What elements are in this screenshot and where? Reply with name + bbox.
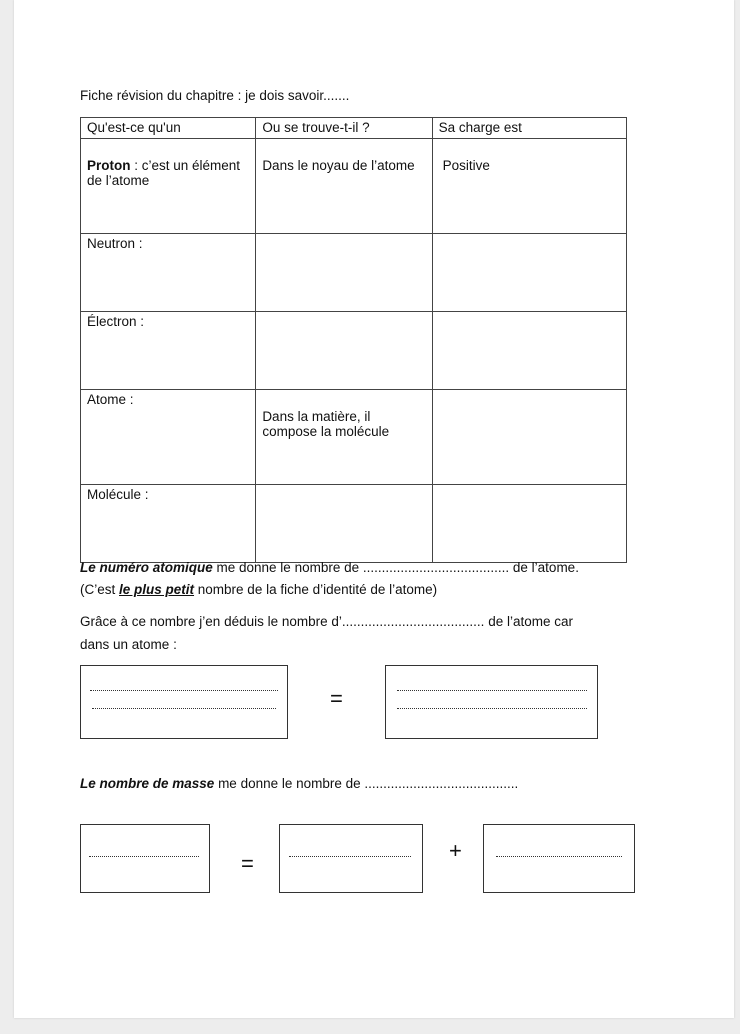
note-emphasis: le plus petit bbox=[119, 582, 195, 597]
cell-neutron-name: Neutron : bbox=[81, 234, 256, 312]
eq1-right-dotline-1 bbox=[397, 690, 587, 691]
cell-neutron-location[interactable] bbox=[256, 234, 432, 312]
header-where: Ou se trouve-t-il ? bbox=[256, 118, 432, 139]
cell-atome-charge[interactable] bbox=[432, 390, 626, 485]
cell-neutron-charge[interactable] bbox=[432, 234, 626, 312]
cell-electron-name: Électron : bbox=[81, 312, 256, 390]
page-title: Fiche révision du chapitre : je dois savoir....... bbox=[80, 88, 350, 103]
eq1-left-dotline-1 bbox=[90, 690, 278, 691]
table-header-row bbox=[81, 118, 627, 139]
eq1-right-dotline-2 bbox=[397, 708, 587, 709]
eq2-middle-dotline bbox=[289, 856, 411, 857]
cell-electron-location[interactable] bbox=[256, 312, 432, 390]
header-what: Qu'est-ce qu'un bbox=[81, 118, 256, 139]
atomic-number-line bbox=[80, 558, 680, 577]
cell-proton-name bbox=[81, 139, 256, 234]
eq2-equals-sign: = bbox=[241, 851, 254, 876]
eq1-left-dotline-2 bbox=[92, 708, 276, 709]
note-end: nombre de la fiche d’identité de l’atome) bbox=[194, 582, 438, 597]
cell-molecule-location[interactable] bbox=[256, 485, 432, 563]
eq1-right-box[interactable] bbox=[385, 665, 598, 739]
note-start: (C’est bbox=[80, 582, 120, 597]
cell-molecule-charge[interactable] bbox=[432, 485, 626, 563]
table-row-atome bbox=[81, 390, 627, 485]
proton-label: Proton bbox=[87, 158, 131, 173]
table-row-electron bbox=[81, 312, 627, 390]
eq2-left-dotline bbox=[89, 856, 199, 857]
cell-molecule-name: Molécule : bbox=[81, 485, 256, 563]
proton-desc: : c’est un élément de l’atome bbox=[87, 158, 241, 188]
table-row-neutron bbox=[81, 234, 627, 312]
eq1-left-box[interactable] bbox=[80, 665, 288, 739]
deduce-start: Grâce à ce nombre j’en déduis le nombre d’ bbox=[80, 614, 342, 629]
deduce-end: de l’atome car bbox=[484, 614, 573, 629]
eq2-right-box[interactable] bbox=[483, 824, 635, 893]
deduce-line bbox=[80, 612, 680, 631]
smallest-number-note bbox=[80, 580, 680, 599]
worksheet-page bbox=[14, 0, 734, 1018]
table-row-molecule bbox=[81, 485, 627, 563]
eq2-middle-box[interactable] bbox=[279, 824, 423, 893]
eq2-plus-sign: + bbox=[449, 838, 462, 863]
atomic-number-term: Le numéro atomique bbox=[80, 560, 213, 575]
eq2-left-box[interactable] bbox=[80, 824, 210, 893]
deduce-blank[interactable]: ...................................... bbox=[341, 614, 485, 629]
cell-atome-name: Atome : bbox=[81, 390, 256, 485]
cell-atome-location: Dans la matière, il compose la molécule bbox=[256, 390, 432, 485]
mass-number-line bbox=[80, 774, 680, 793]
mass-number-term: Le nombre de masse bbox=[80, 776, 215, 791]
eq1-equals-sign: = bbox=[330, 686, 343, 711]
cell-electron-charge[interactable] bbox=[432, 312, 626, 390]
cell-proton-location: Dans le noyau de l’atome bbox=[256, 139, 432, 234]
revision-table bbox=[80, 117, 627, 563]
mass-number-text: me donne le nombre de bbox=[214, 776, 365, 791]
atomic-number-text: me donne le nombre de bbox=[212, 560, 363, 575]
mass-number-blank[interactable]: ......................................... bbox=[364, 776, 519, 791]
deduce-line-2: dans un atome : bbox=[80, 637, 177, 652]
atomic-number-blank[interactable]: ....................................... bbox=[362, 560, 510, 575]
table-row-proton bbox=[81, 139, 627, 234]
atomic-number-end: de l’atome. bbox=[509, 560, 579, 575]
header-charge: Sa charge est bbox=[432, 118, 626, 139]
cell-proton-charge: Positive bbox=[432, 139, 626, 234]
eq2-right-dotline bbox=[496, 856, 622, 857]
